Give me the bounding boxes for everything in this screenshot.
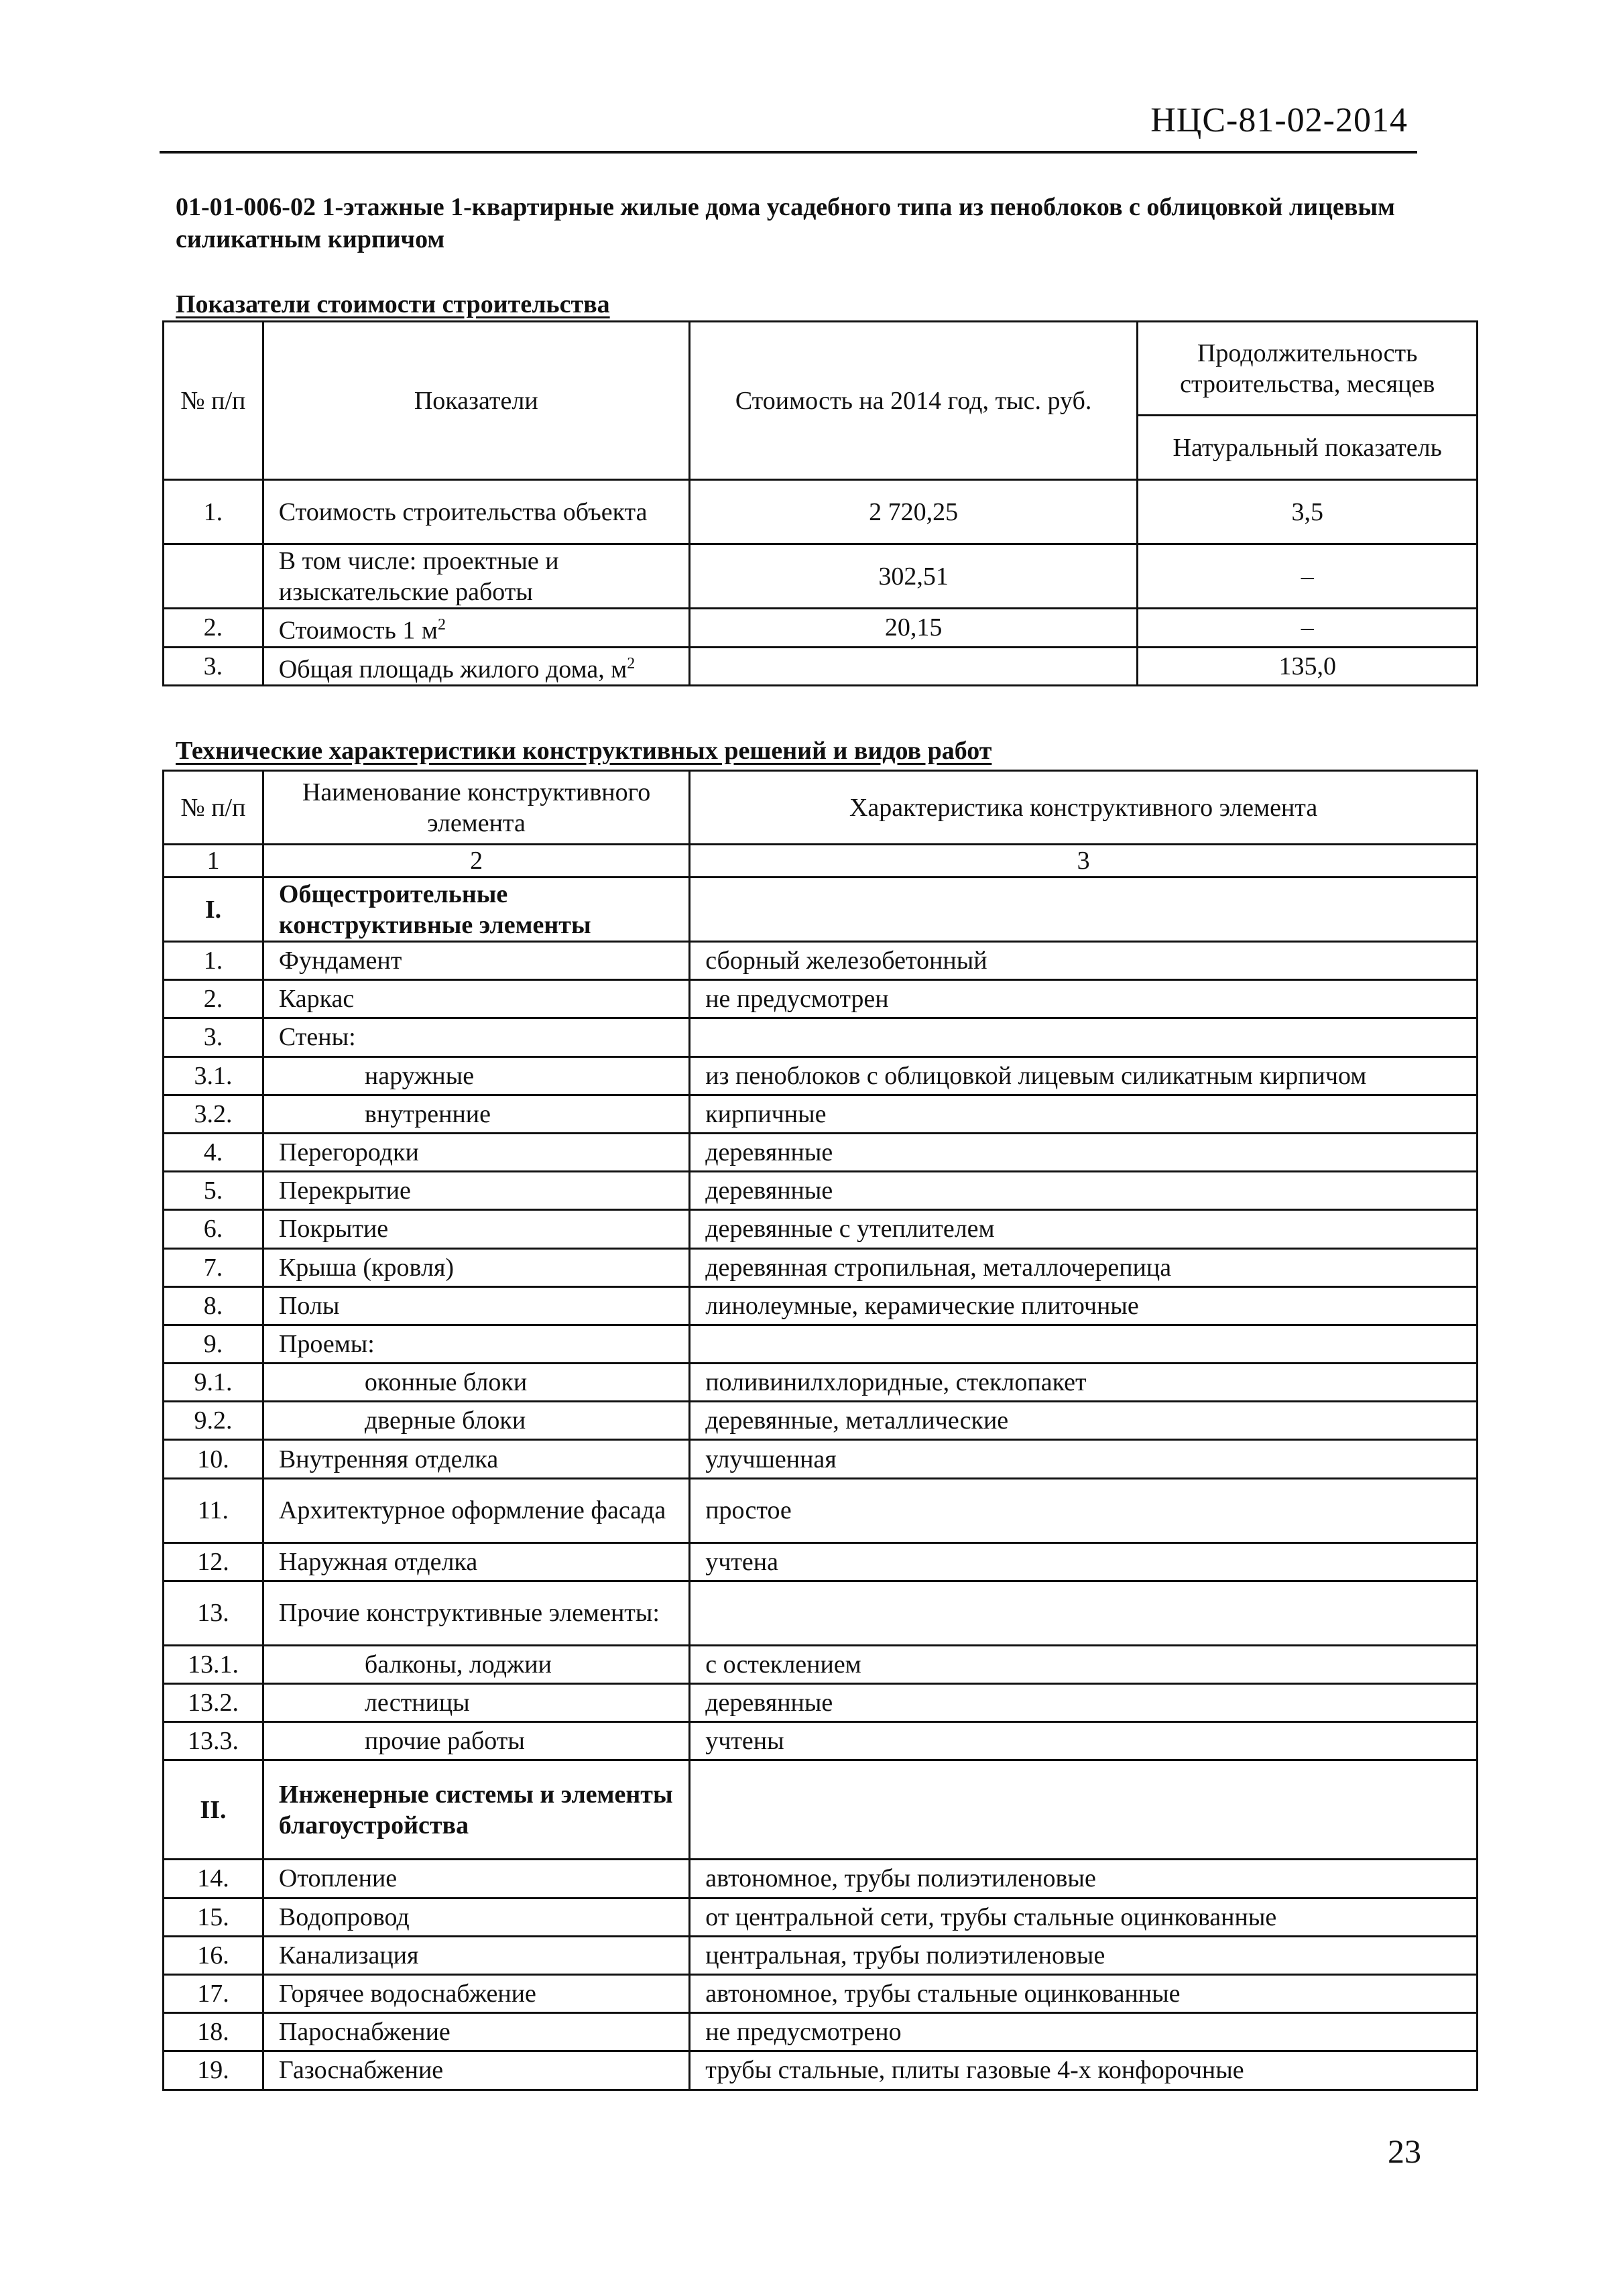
row-characteristic: учтены [690, 1722, 1478, 1760]
row-value-text: – [1301, 613, 1314, 642]
row-value-text: – [1301, 562, 1314, 591]
row-element: Наружная отделка [263, 1543, 689, 1581]
header-element: Наименование конструктивного элемента [263, 771, 689, 845]
tech-row [164, 2013, 1478, 2051]
row-num: II. [164, 1760, 263, 1860]
row-characteristic: деревянные, металлические [690, 1402, 1478, 1440]
tech-row [164, 1581, 1478, 1645]
tech-row [164, 1056, 1478, 1095]
row-element: Водопровод [263, 1898, 689, 1936]
row-num [164, 609, 263, 648]
cost-row [164, 544, 1478, 609]
row-element: Горячее водоснабжение [263, 1974, 689, 2012]
row-cost-text: 2 720,25 [869, 497, 959, 526]
row-characteristic: учтена [690, 1543, 1478, 1581]
header-duration: Продолжительность строительства, месяцев [1138, 322, 1478, 416]
tech-row [164, 1645, 1478, 1683]
tech-row [164, 2051, 1478, 2090]
row-num: 18. [164, 2013, 263, 2051]
row-characteristic [690, 1325, 1478, 1363]
row-cost-text: 302,51 [878, 562, 949, 591]
row-num [164, 544, 263, 609]
row-indicator-text: В том числе: проектные и изыскательские работы [278, 546, 559, 606]
cost-row [164, 647, 1478, 686]
row-element: Отопление [263, 1860, 689, 1898]
row-element: Перекрытие [263, 1172, 689, 1210]
row-element: Покрытие [263, 1210, 689, 1248]
row-value-text: 3,5 [1291, 497, 1323, 526]
header-indicators: Показатели [263, 322, 689, 480]
row-characteristic: с остеклением [690, 1645, 1478, 1683]
row-num: 8. [164, 1286, 263, 1325]
row-num: 13.1. [164, 1645, 263, 1683]
row-characteristic: из пеноблоков с облицовкой лицевым силикатным кирпичом [690, 1056, 1478, 1095]
row-num: 7. [164, 1248, 263, 1286]
row-element: Газоснабжение [263, 2051, 689, 2090]
row-num [164, 647, 263, 686]
row-num: 10. [164, 1440, 263, 1478]
row-characteristic: автономное, трубы стальные оцинкованные [690, 1974, 1478, 2012]
tech-row [164, 1210, 1478, 1248]
row-characteristic: центральная, трубы полиэтиленовые [690, 1936, 1478, 1974]
row-value [1138, 544, 1478, 609]
row-element: Архитектурное оформление фасада [263, 1478, 689, 1543]
row-characteristic: деревянные [690, 1684, 1478, 1722]
tech-table-body [164, 878, 1478, 2090]
row-num: 13.3. [164, 1722, 263, 1760]
row-indicator [263, 647, 689, 686]
row-characteristic: простое [690, 1478, 1478, 1543]
tech-row [164, 1860, 1478, 1898]
row-element: прочие работы [263, 1722, 689, 1760]
row-num: 16. [164, 1936, 263, 1974]
row-element: Перегородки [263, 1133, 689, 1171]
row-value [1138, 609, 1478, 648]
tech-row [164, 878, 1478, 942]
col-number: 2 [263, 845, 689, 878]
row-cost [689, 544, 1138, 609]
header-cost: Стоимость на 2014 год, тыс. руб. [689, 322, 1138, 480]
tech-section-heading: Технические характеристики конструктивных решений и видов работ [176, 737, 992, 765]
row-characteristic [690, 1760, 1478, 1860]
superscript: 2 [627, 654, 636, 672]
row-element: Проемы: [263, 1325, 689, 1363]
row-cost-text: 20,15 [884, 613, 943, 642]
row-num: 15. [164, 1898, 263, 1936]
row-characteristic: деревянные с утеплителем [690, 1210, 1478, 1248]
row-characteristic: кирпичные [690, 1095, 1478, 1133]
header-characteristic: Характеристика конструктивного элемента [690, 771, 1478, 845]
cost-table-body [164, 480, 1478, 686]
row-characteristic: автономное, трубы полиэтиленовые [690, 1860, 1478, 1898]
tech-row [164, 1936, 1478, 1974]
row-characteristic: улучшенная [690, 1440, 1478, 1478]
row-element: Стены: [263, 1018, 689, 1056]
row-num: 3. [164, 1018, 263, 1056]
row-characteristic: деревянная стропильная, металлочерепица [690, 1248, 1478, 1286]
tech-row [164, 1172, 1478, 1210]
header-num: № п/п [164, 322, 263, 480]
row-num: 6. [164, 1210, 263, 1248]
row-num: 19. [164, 2051, 263, 2090]
row-characteristic: поливинилхлоридные, стеклопакет [690, 1364, 1478, 1402]
row-num [164, 480, 263, 544]
header-num: № п/п [164, 771, 263, 845]
row-num: 3.2. [164, 1095, 263, 1133]
row-num: 1. [164, 942, 263, 980]
tech-row [164, 1760, 1478, 1860]
row-indicator [263, 544, 689, 609]
row-element: Прочие конструктивные элементы: [263, 1581, 689, 1645]
row-num: 9.1. [164, 1364, 263, 1402]
tech-row [164, 1898, 1478, 1936]
row-element: Инженерные системы и элементы благоустройства [263, 1760, 689, 1860]
row-num: 17. [164, 1974, 263, 2012]
row-indicator-text: Стоимость 1 м [278, 616, 438, 645]
row-element: Полы [263, 1286, 689, 1325]
row-num: 5. [164, 1172, 263, 1210]
row-cost [689, 609, 1138, 648]
tech-row [164, 942, 1478, 980]
header-rule [160, 151, 1417, 154]
row-element: наружные [263, 1056, 689, 1095]
row-indicator-text: Общая площадь жилого дома, м [278, 655, 627, 684]
row-characteristic: сборный железобетонный [690, 942, 1478, 980]
row-element: оконные блоки [263, 1364, 689, 1402]
tech-row [164, 1364, 1478, 1402]
row-characteristic: деревянные [690, 1172, 1478, 1210]
row-element: дверные блоки [263, 1402, 689, 1440]
row-characteristic [690, 878, 1478, 942]
header-natural: Натуральный показатель [1138, 416, 1478, 480]
tech-row [164, 1402, 1478, 1440]
row-element: внутренние [263, 1095, 689, 1133]
row-characteristic [690, 1581, 1478, 1645]
row-num: 11. [164, 1478, 263, 1543]
page-number: 23 [1388, 2132, 1421, 2170]
tech-row [164, 1018, 1478, 1056]
row-characteristic: не предусмотрен [690, 980, 1478, 1018]
row-num: 13. [164, 1581, 263, 1645]
superscript: 2 [437, 616, 446, 633]
tech-row [164, 1722, 1478, 1760]
row-characteristic: не предусмотрено [690, 2013, 1478, 2051]
row-num: 3.1. [164, 1056, 263, 1095]
row-num: 9. [164, 1325, 263, 1363]
row-characteristic: трубы стальные, плиты газовые 4-х конфорочные [690, 2051, 1478, 2090]
row-indicator-text: Стоимость строительства объекта [278, 497, 648, 526]
row-element: Канализация [263, 1936, 689, 1974]
cost-indicators-table [162, 320, 1478, 686]
tech-row [164, 980, 1478, 1018]
row-num: 14. [164, 1860, 263, 1898]
col-number: 1 [164, 845, 263, 878]
row-element: Общестроительные конструктивные элементы [263, 878, 689, 942]
tech-row [164, 1286, 1478, 1325]
row-element: Крыша (кровля) [263, 1248, 689, 1286]
tech-row [164, 1325, 1478, 1363]
tech-row [164, 1478, 1478, 1543]
row-indicator [263, 609, 689, 648]
tech-row [164, 1684, 1478, 1722]
cost-section-heading: Показатели стоимости строительства [176, 290, 610, 318]
row-num: 13.2. [164, 1684, 263, 1722]
tech-row [164, 1248, 1478, 1286]
document-code: НЦС-81-02-2014 [1150, 101, 1408, 139]
row-characteristic [690, 1018, 1478, 1056]
row-num: 4. [164, 1133, 263, 1171]
row-element: Внутренняя отделка [263, 1440, 689, 1478]
cost-row [164, 609, 1478, 648]
row-cost [689, 647, 1138, 686]
row-characteristic: от центральной сети, трубы стальные оцинкованные [690, 1898, 1478, 1936]
row-indicator [263, 480, 689, 544]
tech-row [164, 1440, 1478, 1478]
row-num-text: 1. [203, 497, 223, 526]
tech-row [164, 1133, 1478, 1171]
row-value [1138, 647, 1478, 686]
row-num: 12. [164, 1543, 263, 1581]
row-element: Фундамент [263, 942, 689, 980]
row-num-text: 2. [203, 613, 223, 642]
row-value [1138, 480, 1478, 544]
row-characteristic: линолеумные, керамические плиточные [690, 1286, 1478, 1325]
row-num-text: 3. [203, 652, 223, 680]
row-cost [689, 480, 1138, 544]
tech-row [164, 1095, 1478, 1133]
row-num: 2. [164, 980, 263, 1018]
row-element: Пароснабжение [263, 2013, 689, 2051]
tech-characteristics-table [162, 770, 1478, 2091]
row-element: Каркас [263, 980, 689, 1018]
col-number: 3 [690, 845, 1478, 878]
document-title: 01-01-006-02 1-этажные 1-квартирные жилые дома усадебного типа из пеноблоков с облицовкой лицевым силикатным кирпичом [176, 193, 1395, 253]
row-element: балконы, лоджии [263, 1645, 689, 1683]
cost-row [164, 480, 1478, 544]
row-num: 9.2. [164, 1402, 263, 1440]
tech-row [164, 1974, 1478, 2012]
row-characteristic: деревянные [690, 1133, 1478, 1171]
row-num: I. [164, 878, 263, 942]
row-element: лестницы [263, 1684, 689, 1722]
row-value-text: 135,0 [1278, 652, 1336, 680]
tech-row [164, 1543, 1478, 1581]
